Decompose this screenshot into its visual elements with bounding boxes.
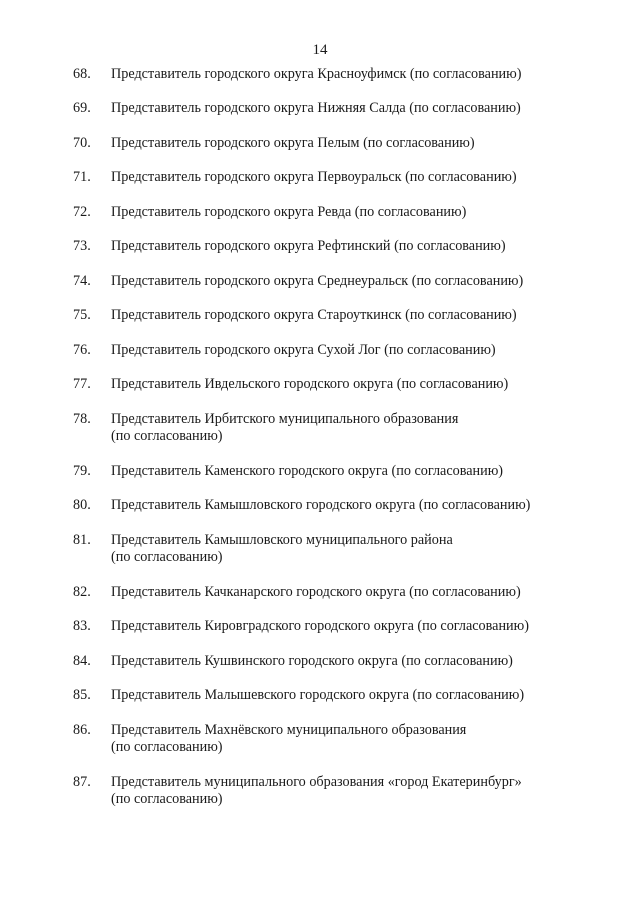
item-text-line: Представитель Махнёвского муниципального образования: [111, 722, 467, 738]
item-text-line: Представитель Качканарского городского округа (по согласованию): [111, 584, 521, 600]
item-text-line: (по согласованию): [111, 791, 223, 807]
item-text-line: Представитель Ирбитского муниципального образования: [111, 411, 459, 427]
item-text-line: Представитель Кировградского городского округа (по согласованию): [111, 618, 529, 634]
item-number: 78.: [73, 411, 91, 427]
item-number: 81.: [73, 532, 91, 548]
item-text: [111, 376, 631, 393]
item-text: [111, 532, 631, 566]
item-text: [111, 169, 631, 186]
item-text-line: Представитель городского округа Красноуфимск (по согласованию): [111, 66, 522, 82]
item-number: 84.: [73, 653, 91, 669]
item-text-line: Представитель Камышловского муниципального района: [111, 532, 453, 548]
item-number: 71.: [73, 169, 91, 185]
item-number: 69.: [73, 100, 91, 116]
item-text-line: Представитель городского округа Ревда (по согласованию): [111, 204, 467, 220]
item-text-line: Представитель городского округа Среднеуральск (по согласованию): [111, 273, 524, 289]
item-number: 68.: [73, 66, 91, 82]
item-text: [111, 100, 631, 117]
page-number: 14: [312, 42, 328, 58]
item-text: [111, 653, 631, 670]
item-text-line: Представитель Ивдельского городского округа (по согласованию): [111, 376, 509, 392]
item-text-line: Представитель городского округа Староуткинск (по согласованию): [111, 307, 517, 323]
item-text: [111, 618, 631, 635]
item-text-line: (по согласованию): [111, 428, 223, 444]
item-text: [111, 411, 631, 445]
item-text-line: Представитель Каменского городского округа (по согласованию): [111, 463, 504, 479]
item-text-line: Представитель городского округа Пелым (по согласованию): [111, 135, 475, 151]
item-number: 86.: [73, 722, 91, 738]
item-number: 87.: [73, 774, 91, 790]
item-text-line: Представитель Камышловского городского округа (по согласованию): [111, 497, 531, 513]
item-text: [111, 238, 631, 255]
item-text-line: Представитель муниципального образования «город Екатеринбург»: [111, 774, 522, 790]
item-text: [111, 204, 631, 221]
item-text-line: Представитель городского округа Сухой Лог (по согласованию): [111, 342, 496, 358]
item-number: 77.: [73, 376, 91, 392]
item-text: [111, 687, 631, 704]
item-text-line: Представитель городского округа Рефтинский (по согласованию): [111, 238, 506, 254]
item-number: 72.: [73, 204, 91, 220]
item-text-line: Представитель городского округа Нижняя Салда (по согласованию): [111, 100, 521, 116]
item-text: [111, 774, 631, 808]
item-number: 79.: [73, 463, 91, 479]
item-number: 73.: [73, 238, 91, 254]
item-text: [111, 135, 631, 152]
item-number: 75.: [73, 307, 91, 323]
item-text-line: Представитель Кушвинского городского округа (по согласованию): [111, 653, 513, 669]
item-text: [111, 66, 631, 83]
item-number: 76.: [73, 342, 91, 358]
item-text: [111, 463, 631, 480]
item-text: [111, 342, 631, 359]
item-number: 74.: [73, 273, 91, 289]
item-text-line: (по согласованию): [111, 549, 223, 565]
item-text-line: Представитель городского округа Первоуральск (по согласованию): [111, 169, 517, 185]
item-number: 80.: [73, 497, 91, 513]
item-text: [111, 273, 631, 290]
item-text: [111, 722, 631, 756]
item-text: [111, 307, 631, 324]
item-number: 83.: [73, 618, 91, 634]
item-text: [111, 497, 631, 514]
item-number: 85.: [73, 687, 91, 703]
item-text-line: Представитель Малышевского городского округа (по согласованию): [111, 687, 525, 703]
item-text: [111, 584, 631, 601]
item-number: 70.: [73, 135, 91, 151]
item-number: 82.: [73, 584, 91, 600]
item-text-line: (по согласованию): [111, 739, 223, 755]
